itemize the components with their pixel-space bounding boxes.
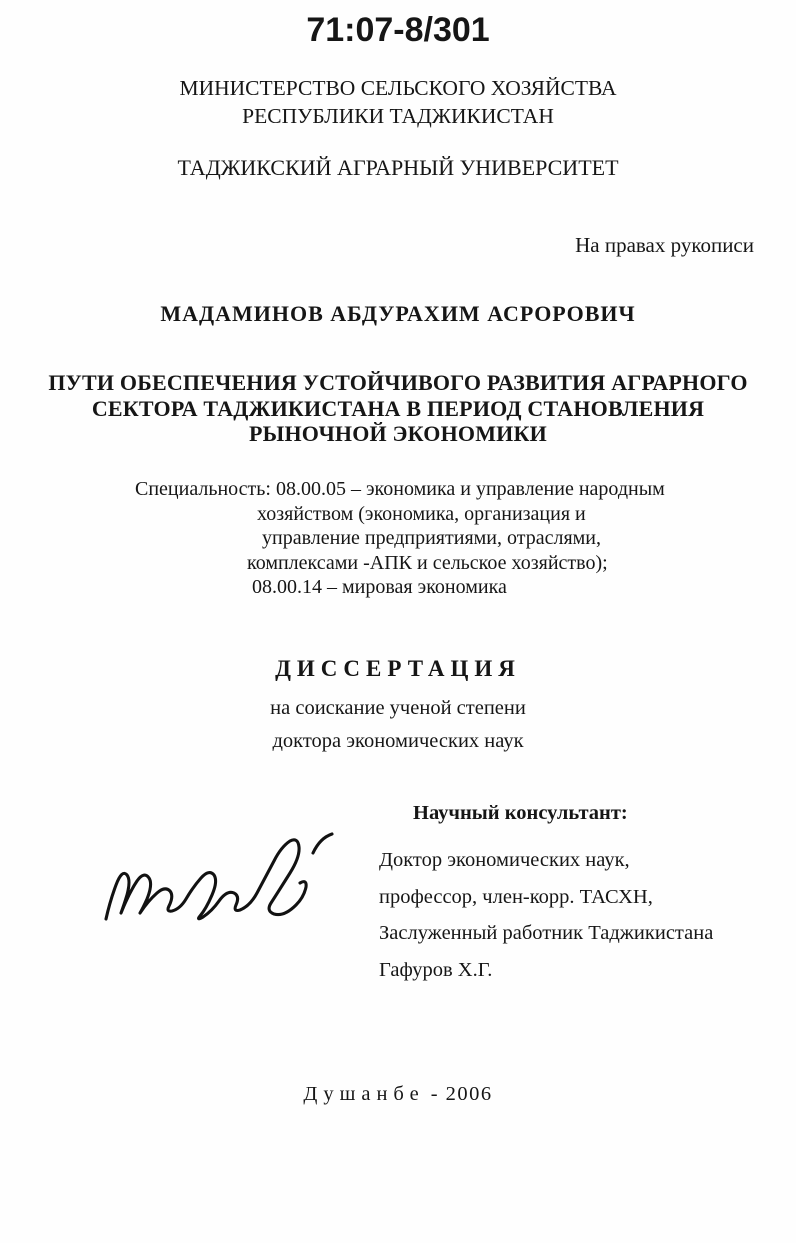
ministry-line-2: РЕСПУБЛИКИ ТАДЖИКИСТАН [242, 104, 554, 128]
specialty-block [0, 477, 796, 600]
specialty-line: 08.00.14 – мировая экономика [252, 576, 507, 598]
specialty-line: хозяйством (экономика, организация и [257, 502, 586, 525]
title-line-1: ПУТИ ОБЕСПЕЧЕНИЯ УСТОЙЧИВОГО РАЗВИТИЯ АГРАРНОГО [48, 370, 748, 395]
ministry-name [0, 74, 796, 130]
consultant-credential: Доктор экономических наук, [379, 849, 630, 871]
city-name: Душанбе [303, 1083, 425, 1105]
title-line-3: РЫНОЧНОЙ ЭКОНОМИКИ [249, 421, 547, 446]
university-name: ТАДЖИКСКИЙ АГРАРНЫЙ УНИВЕРСИТЕТ [177, 155, 619, 180]
consultant-heading: Научный консультант: [413, 802, 628, 824]
degree-purpose-line: на соискание ученой степени [270, 697, 526, 719]
consultant-credential: Заслуженный работник Таджикистана [379, 922, 714, 944]
consultant-block [379, 802, 713, 988]
specialty-line: управление предприятиями, отраслями, [262, 527, 602, 549]
dissertation-heading: ДИССЕРТАЦИЯ [275, 656, 521, 681]
specialty-line: Специальность: 08.00.05 – экономика и управление народным [135, 478, 665, 500]
author-signature-icon [100, 822, 340, 934]
consultant-name: Гафуров Х.Г. [379, 958, 493, 981]
consultant-credential: профессор, член-корр. ТАСХН, [379, 885, 653, 908]
ministry-line-1: МИНИСТЕРСТВО СЕЛЬСКОГО ХОЗЯЙСТВА [179, 76, 617, 100]
author-name: МАДАМИНОВ АБДУРАХИМ АСРОРОВИЧ [160, 301, 636, 326]
catalog-code: 71:07-8/301 [306, 11, 490, 49]
degree-name-line: доктора экономических наук [272, 730, 524, 752]
dissertation-title [0, 370, 796, 447]
manuscript-note: На правах рукописи [575, 233, 754, 257]
specialty-line: комплексами -АПК и сельское хозяйство); [247, 551, 608, 574]
title-line-2: СЕКТОРА ТАДЖИКИСТАНА В ПЕРИОД СТАНОВЛЕНИЯ [91, 395, 705, 421]
year: - 2006 [430, 1083, 493, 1105]
city-year-line [0, 1083, 796, 1106]
